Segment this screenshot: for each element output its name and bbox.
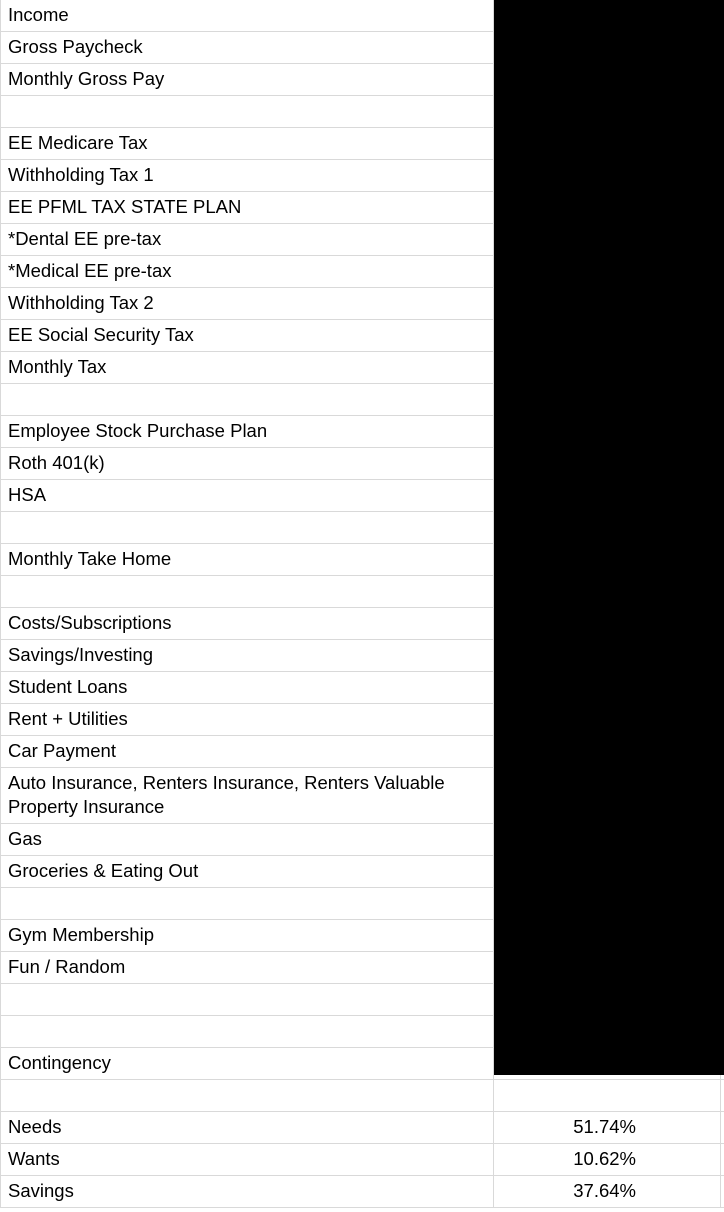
cell-label[interactable]: Income [0, 0, 494, 32]
needs-percent[interactable]: 51.74% [494, 1112, 721, 1144]
sheet-row [0, 1144, 724, 1176]
cell-label[interactable]: EE Medicare Tax [0, 128, 494, 160]
cell-label[interactable]: HSA [0, 480, 494, 512]
cell-label[interactable]: Roth 401(k) [0, 448, 494, 480]
cell-label[interactable] [0, 96, 494, 128]
cell-label[interactable]: EE PFML TAX STATE PLAN [0, 192, 494, 224]
cell-label[interactable]: Auto Insurance, Renters Insurance, Renters Valuable Property Insurance [0, 768, 494, 824]
cell-label[interactable] [0, 512, 494, 544]
cell-label[interactable]: Savings [0, 1176, 494, 1208]
cell-label[interactable]: Monthly Gross Pay [0, 64, 494, 96]
cell-label[interactable]: *Dental EE pre-tax [0, 224, 494, 256]
cell-label[interactable]: Withholding Tax 1 [0, 160, 494, 192]
cell-label[interactable] [0, 1080, 494, 1112]
cell-label[interactable]: Car Payment [0, 736, 494, 768]
sheet-row [0, 1176, 724, 1208]
savings-percent[interactable]: 37.64% [494, 1176, 721, 1208]
cell-label[interactable] [0, 576, 494, 608]
cell-label[interactable]: Monthly Take Home [0, 544, 494, 576]
cell-label[interactable]: Costs/Subscriptions [0, 608, 494, 640]
cell-label[interactable]: Contingency [0, 1048, 494, 1080]
cell-value[interactable] [494, 1080, 721, 1112]
cell-label[interactable]: EE Social Security Tax [0, 320, 494, 352]
cell-label[interactable]: Savings/Investing [0, 640, 494, 672]
cell-label[interactable]: Groceries & Eating Out [0, 856, 494, 888]
cell-label[interactable]: Fun / Random [0, 952, 494, 984]
cell-label[interactable]: Gross Paycheck [0, 32, 494, 64]
cell-label[interactable] [0, 984, 494, 1016]
redaction-block [494, 0, 724, 1075]
sheet-row [0, 1080, 724, 1112]
cell-label[interactable]: Gym Membership [0, 920, 494, 952]
cell-label[interactable]: Rent + Utilities [0, 704, 494, 736]
cell-label[interactable]: Withholding Tax 2 [0, 288, 494, 320]
cell-label[interactable]: Needs [0, 1112, 494, 1144]
cell-label[interactable] [0, 384, 494, 416]
cell-label[interactable]: Wants [0, 1144, 494, 1176]
cell-label[interactable]: Monthly Tax [0, 352, 494, 384]
cell-label[interactable]: Gas [0, 824, 494, 856]
wants-percent[interactable]: 10.62% [494, 1144, 721, 1176]
cell-label[interactable]: *Medical EE pre-tax [0, 256, 494, 288]
cell-label[interactable]: Employee Stock Purchase Plan [0, 416, 494, 448]
cell-label[interactable] [0, 888, 494, 920]
sheet-row [0, 1112, 724, 1144]
cell-label[interactable]: Student Loans [0, 672, 494, 704]
cell-label[interactable] [0, 1016, 494, 1048]
